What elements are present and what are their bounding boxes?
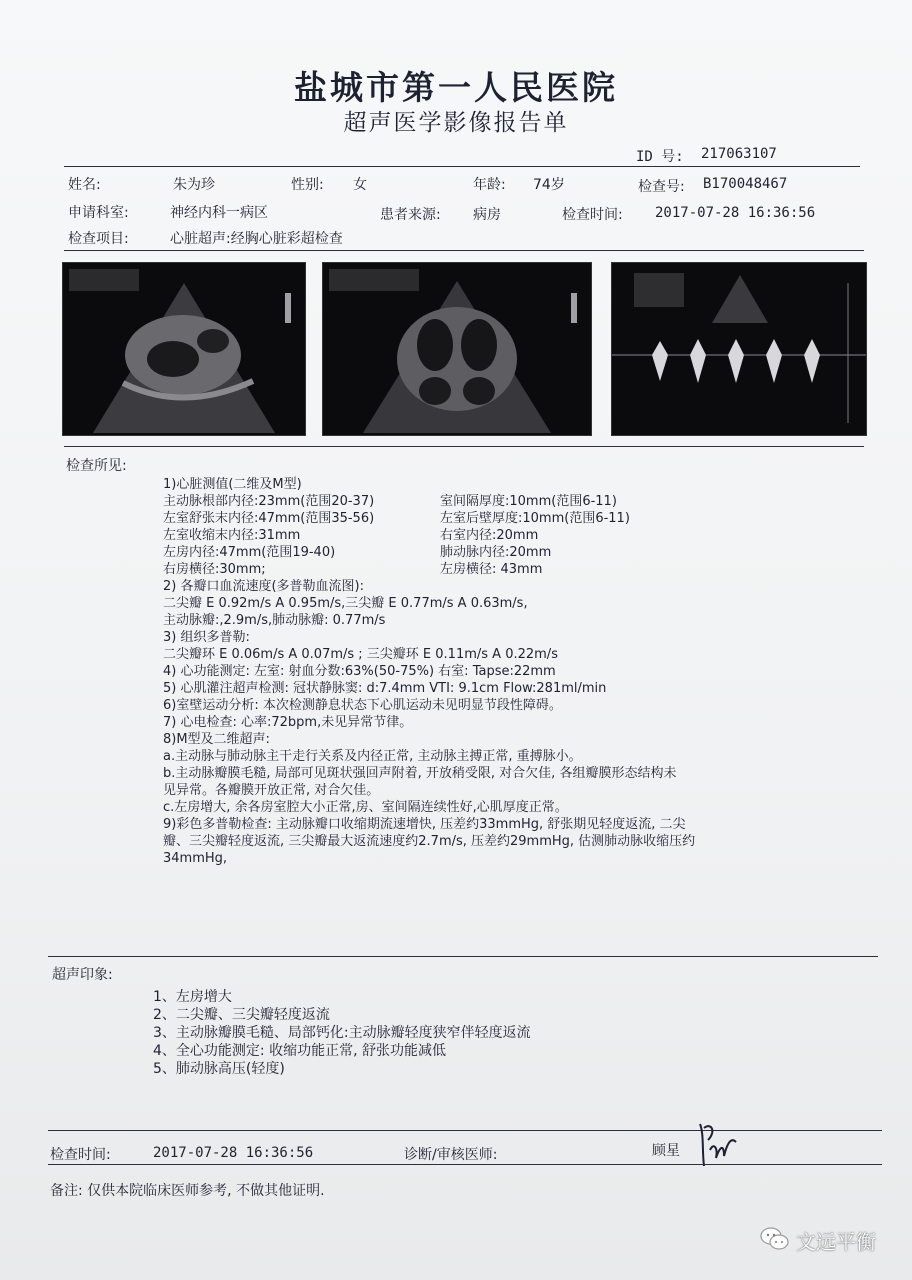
impression-divider xyxy=(48,1130,882,1131)
finding-line: 主动脉瓣:,2.9m/s,肺动脉瓣: 0.77m/s xyxy=(163,613,386,628)
doctor-label: 诊断/审核医师: xyxy=(404,1147,498,1163)
finding-line xyxy=(440,476,630,493)
impression-item: 5、肺动脉高压(轻度) xyxy=(153,1061,285,1077)
finding-line: a.主动脉与肺动脉主干走行关系及内径正常, 主动脉主搏正常, 重搏脉小。 xyxy=(163,749,582,764)
finding-line: 主动脉根部内径:23mm(范围20-37) xyxy=(163,494,375,509)
finding-line: 8)M型及二维超声: xyxy=(163,732,270,747)
item-value: 心脏超声:经胸心脏彩超检查 xyxy=(170,231,343,247)
impression-item: 2、二尖瓣、三尖瓣轻度返流 xyxy=(153,1007,330,1023)
header-divider xyxy=(64,166,860,167)
patient-name: 朱为珍 xyxy=(173,177,215,193)
dept-label: 申请科室: xyxy=(68,205,129,221)
report-title: 超声医学影像报告单 xyxy=(343,110,569,136)
footer-time: 2017-07-28 16:36:56 xyxy=(153,1145,314,1161)
finding-line: 1)心脏测值(二维及M型) xyxy=(163,477,302,492)
impression-list xyxy=(153,988,531,1078)
patient-gender: 女 xyxy=(353,177,367,193)
id-value: 217063107 xyxy=(701,146,777,162)
patient-age: 74岁 xyxy=(533,177,565,193)
finding-line: 3) 组织多普勒: xyxy=(163,630,250,645)
source-value: 病房 xyxy=(473,207,501,223)
finding-line: 右房横径:30mm; xyxy=(163,562,266,577)
id-label: ID 号: xyxy=(636,149,684,165)
finding-line: 二尖瓣环 E 0.06m/s A 0.07m/s ; 三尖瓣环 E 0.11m/s A 0.22m/s xyxy=(163,647,558,662)
wechat-icon xyxy=(760,1226,790,1252)
findings-text xyxy=(163,578,695,867)
finding-line: 5) 心肌灌注超声检测: 冠状静脉窦: d:7.4mm VTI: 9.1cm Flow:281ml/min xyxy=(163,681,607,696)
impression-item: 4、全心功能测定: 收缩功能正常, 舒张功能减低 xyxy=(153,1043,446,1059)
watermark-text: 文远平衡 xyxy=(796,1230,876,1254)
finding-line: 见异常。各瓣膜开放正常, 对合欠佳。 xyxy=(163,783,380,798)
finding-line: 左室舒张末内径:47mm(范围35-56) xyxy=(163,511,375,526)
footer-time-label: 检查时间: xyxy=(50,1147,111,1163)
source-label: 患者来源: xyxy=(380,207,441,223)
apical-four-chamber-icon xyxy=(322,262,592,436)
impression-label: 超声印象: xyxy=(52,967,113,983)
finding-line: 左室后壁厚度:10mm(范围6-11) xyxy=(440,511,630,526)
finding-line: 6)室壁运动分析: 本次检测静息状态下心肌运动未见明显节段性障碍。 xyxy=(163,698,562,713)
exam-no-label: 检查号: xyxy=(638,179,685,195)
hospital-name: 盐城市第一人民医院 xyxy=(294,68,618,107)
finding-line: 4) 心功能测定: 左室: 射血分数:63%(50-75%) 右室: Tapse:22mm xyxy=(163,664,556,679)
doctor-name: 顾星 xyxy=(652,1143,680,1159)
footer-divider xyxy=(48,1164,882,1165)
finding-line: 左房横径: 43mm xyxy=(440,562,543,577)
finding-line: 左室收缩末内径:31mm xyxy=(163,528,301,543)
finding-line: 2) 各瓣口血流速度(多普勒血流图): xyxy=(163,579,364,594)
impression-item: 3、主动脉瓣膜毛糙、局部钙化:主动脉瓣轻度狭窄伴轻度返流 xyxy=(153,1025,531,1041)
exam-no: B170048467 xyxy=(703,176,788,192)
finding-line: c.左房增大, 余各房室腔大小正常,房、室间隔连续性好,心肌厚度正常。 xyxy=(163,800,568,815)
finding-line: 7) 心电检查: 心率:72bpm,未见异常节律。 xyxy=(163,715,413,730)
finding-line: 左房内径:47mm(范围19-40) xyxy=(163,545,336,560)
finding-line: 34mmHg, xyxy=(163,851,228,866)
finding-line: 二尖瓣 E 0.92m/s A 0.95m/s,三尖瓣 E 0.77m/s A 0.63m/s, xyxy=(163,596,528,611)
findings-measurements-left xyxy=(163,476,374,578)
findings-measurements-right xyxy=(440,476,630,578)
finding-line: 肺动脉内径:20mm xyxy=(440,545,552,560)
disclaimer-note: 备注: 仅供本院临床医师参考, 不做其他证明. xyxy=(50,1183,325,1199)
finding-line: b.主动脉瓣膜毛糙, 局部可见斑状强回声附着, 开放稍受限, 对合欠佳, 各组瓣膜形态结构未 xyxy=(163,766,677,781)
finding-line: 室间隔厚度:10mm(范围6-11) xyxy=(440,494,617,509)
images-divider xyxy=(64,446,864,447)
patient-divider xyxy=(64,250,864,251)
signature-icon xyxy=(694,1120,740,1170)
finding-line: 9)彩色多普勒检查: 主动脉瓣口收缩期流速增快, 压差约33mmHg, 舒张期见轻度返流, 二尖 xyxy=(163,817,686,832)
doppler-spectrum-icon xyxy=(611,262,867,436)
dept-value: 神经内科一病区 xyxy=(170,205,268,221)
gender-label: 性别: xyxy=(291,177,324,193)
impression-item: 1、左房增大 xyxy=(153,989,232,1005)
age-label: 年龄: xyxy=(473,177,506,193)
findings-label: 检查所见: xyxy=(66,458,127,474)
exam-time-label: 检查时间: xyxy=(562,207,623,223)
finding-line: 瓣、三尖瓣轻度返流, 三尖瓣最大返流速度约2.7m/s, 压差约29mmHg, 估测肺动脉收缩压约 xyxy=(163,834,696,849)
parasternal-view-icon xyxy=(62,262,306,436)
findings-divider xyxy=(48,956,878,957)
item-label: 检查项目: xyxy=(68,231,129,247)
watermark xyxy=(752,1220,892,1260)
name-label: 姓名: xyxy=(68,177,101,193)
finding-line: 右室内径:20mm xyxy=(440,528,539,543)
exam-time: 2017-07-28 16:36:56 xyxy=(655,205,816,221)
